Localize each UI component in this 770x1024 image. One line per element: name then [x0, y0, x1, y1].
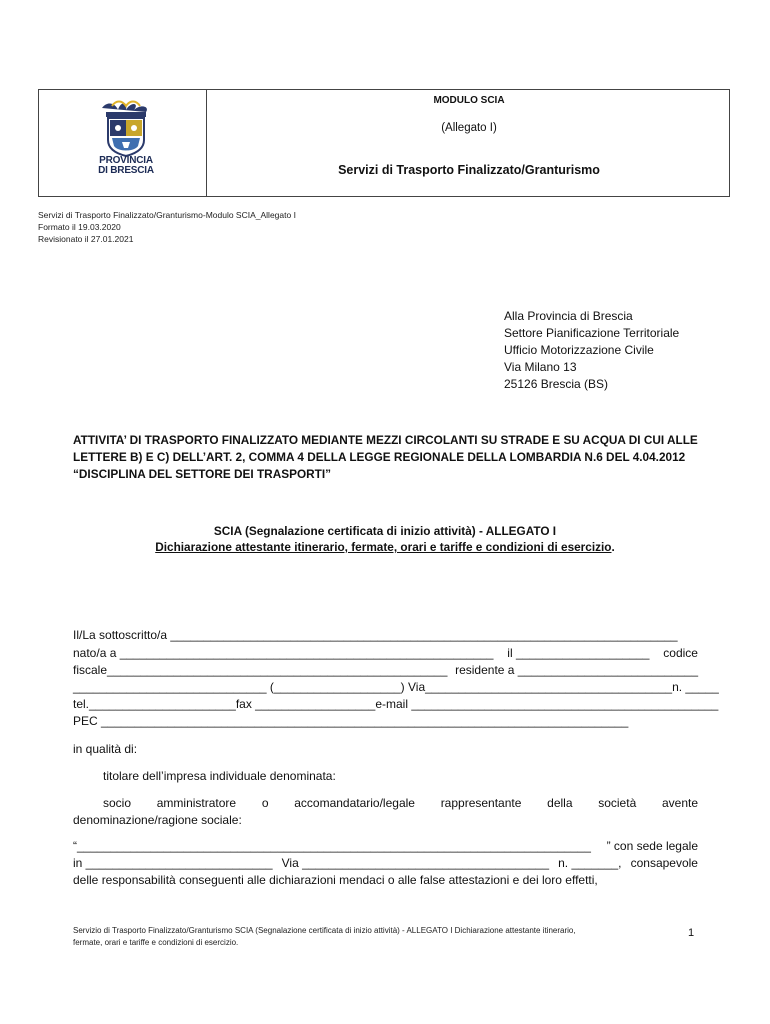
form-line-contacts [73, 696, 719, 713]
word: rappresentante [440, 796, 522, 810]
pec-field[interactable]: PEC _______________________________________________________________________________ [73, 714, 629, 728]
company-city-field[interactable]: in ____________________________ [73, 856, 273, 870]
form-line-name[interactable] [73, 627, 698, 644]
heading-line-3: “DISCIPLINA DEL SETTORE DEI TRASPORTI” [73, 467, 332, 481]
heading-line-1: ATTIVITA’ DI TRASPORTO FINALIZZATO MEDIANTE MEZZI CIRCOLANTI SU STRADE E SU ACQUA DI CUI ALLE [73, 433, 698, 447]
address-line-4: Via Milano 13 [504, 360, 577, 374]
street-field[interactable]: _____________________________ (___________________) Via_____________________________________ [73, 680, 673, 694]
activity-heading [73, 432, 701, 483]
company-number-field[interactable]: n. _______, [558, 856, 622, 870]
fax-field[interactable]: fax __________________ [235, 697, 376, 711]
heading-line-2: LETTERE B) E C) DELL’ART. 2, COMMA 4 DELLA LEGGE REGIONALE DELLA LOMBARDIA N.6 DEL 4.04.2012 [73, 450, 686, 464]
annex-title: (Allegato I) [441, 122, 497, 134]
logo-text: PROVINCIA DI BRESCIA [98, 155, 154, 176]
service-title: Servizi di Trasporto Finalizzato/Granturismo [338, 163, 600, 177]
form-line-street [73, 679, 719, 696]
responsibility-text: delle responsabilità conseguenti alle dichiarazioni mendaci o alle false attestazioni e dei loro effetti, [73, 873, 598, 887]
qualita-label: in qualità di: [73, 742, 138, 756]
form-line-company-address [73, 855, 698, 872]
footer-line-2: fermate, orari e tariffe e condizioni di esercizio. [73, 938, 239, 947]
word: società [598, 796, 637, 810]
option-socio[interactable] [103, 795, 698, 812]
word: socio [103, 796, 132, 810]
word: avente [661, 796, 698, 810]
fiscal-code-field[interactable]: fiscale___________________________________________________ [73, 663, 448, 677]
form-line-company [73, 838, 698, 855]
residence-field[interactable]: residente a ___________________________ [455, 663, 698, 677]
option-titolare[interactable]: titolare dell’impresa individuale denominata: [103, 769, 336, 783]
page-footer [73, 925, 673, 949]
page-number: 1 [688, 927, 695, 939]
word: della [547, 796, 573, 810]
word: amministratore [156, 796, 237, 810]
codice-label: codice [663, 646, 698, 660]
company-name-field[interactable]: “_____________________________________________________________________________ [73, 839, 591, 853]
header-divider [206, 89, 207, 197]
scia-title: SCIA (Segnalazione certificata di inizio attività) - ALLEGATO I [213, 524, 557, 538]
tel-field[interactable]: tel.______________________ [73, 697, 236, 711]
address-line-3: Ufficio Motorizzazione Civile [504, 343, 654, 357]
footer-line-1: Servizio di Trasporto Finalizzato/Granturismo SCIA (Segnalazione certificata di inizio attività) - ALLEGATO I Dichiarazione attestante itinerario, [73, 926, 576, 935]
company-street-field[interactable]: Via _____________________________________ [281, 856, 550, 870]
email-field[interactable]: e-mail ______________________________________________ [375, 697, 719, 711]
name-field[interactable]: Il/La sottoscritto/a ____________________________________________________________________________ [73, 628, 678, 642]
address-line-2: Settore Pianificazione Territoriale [504, 326, 680, 340]
meta-line-2: Formato il 19.03.2020 [38, 222, 121, 232]
word: accomandatario/legale [294, 796, 415, 810]
form-line-fiscal [73, 662, 698, 679]
recipient-address [504, 308, 679, 393]
denominazione-label: denominazione/ragione sociale: [73, 813, 242, 827]
scia-subtitle: Dichiarazione attestante itinerario, fermate, orari e tariffe e condizioni di esercizio. [155, 540, 615, 554]
sede-legale-label: ” con sede legale [606, 839, 698, 853]
word: o [261, 796, 269, 810]
meta-line-3: Revisionato il 27.01.2021 [38, 234, 134, 244]
module-title: MODULO SCIA [433, 95, 505, 106]
street-number-field[interactable]: n. _____ [672, 680, 719, 694]
meta-line-1: Servizi di Trasporto Finalizzato/Granturismo-Modulo SCIA_Allegato I [38, 210, 296, 220]
form-line-birth [73, 645, 698, 662]
address-line-1: Alla Provincia di Brescia [504, 309, 633, 323]
consapevole-label: consapevole [630, 856, 698, 870]
birthplace-field[interactable]: nato/a a ________________________________________________________ [73, 646, 494, 660]
address-line-5: 25126 Brescia (BS) [504, 377, 609, 391]
birthdate-field[interactable]: il ____________________ [507, 646, 650, 660]
